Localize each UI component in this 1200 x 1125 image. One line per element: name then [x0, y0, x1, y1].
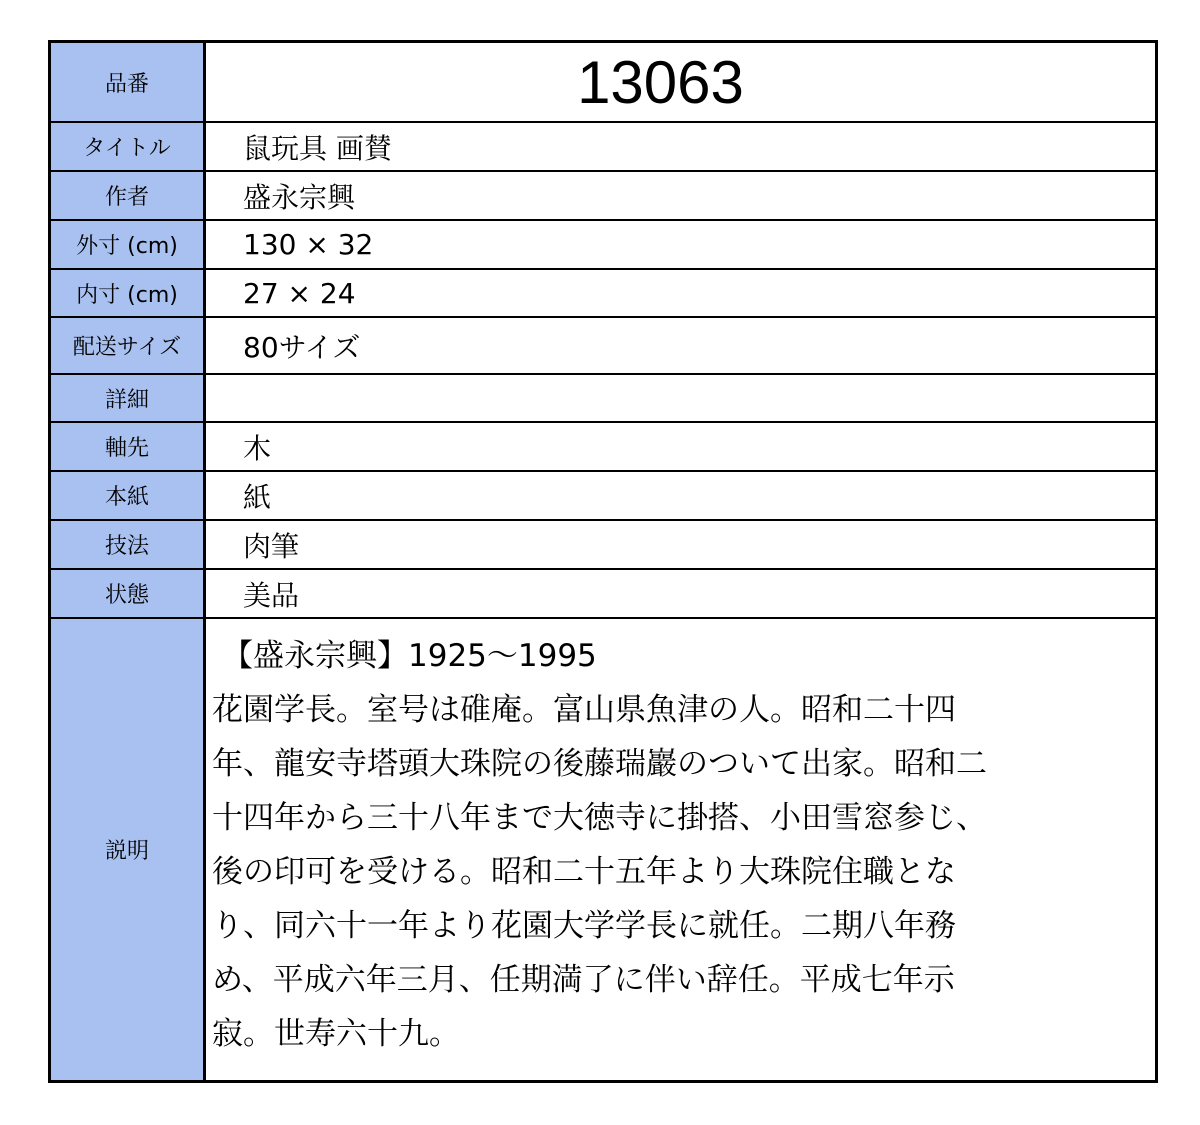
description-line: 後の印可を受ける。昭和二十五年より大珠院住職とな — [212, 854, 956, 890]
outer-size-value: 130 × 32 — [206, 221, 1155, 270]
title-value: 鼠玩具 画賛 — [206, 123, 1155, 172]
item-number-value: 13063 — [206, 43, 1155, 123]
author-label: 作者 — [51, 172, 206, 221]
roller-end-value: 木 — [206, 423, 1155, 472]
title-label: タイトル — [51, 123, 206, 172]
description-line: 十四年から三十八年まで大徳寺に掛搭、小田雪窓参じ、 — [212, 800, 987, 836]
paper-label: 本紙 — [51, 472, 206, 521]
condition-value: 美品 — [206, 570, 1155, 619]
description-line: 年、龍安寺塔頭大珠院の後藤瑞巖のついて出家。昭和二 — [212, 746, 987, 782]
author-value: 盛永宗興 — [206, 172, 1155, 221]
paper-value: 紙 — [206, 472, 1155, 521]
description-line: め、平成六年三月、任期満了に伴い辞任。平成七年示 — [212, 962, 955, 998]
details-value — [206, 375, 1155, 423]
description-body — [206, 619, 1155, 1080]
outer-size-label: 外寸 (cm) — [51, 221, 206, 270]
details-label: 詳細 — [51, 375, 206, 423]
condition-label: 状態 — [51, 570, 206, 619]
item-spec-table — [48, 40, 1158, 1083]
shipping-size-value: 80サイズ — [206, 318, 1155, 375]
description-heading: 【盛永宗興】1925〜1995 — [222, 638, 597, 674]
inner-size-value: 27 × 24 — [206, 270, 1155, 318]
technique-label: 技法 — [51, 521, 206, 570]
shipping-size-label: 配送サイズ — [51, 318, 206, 375]
description-label: 説明 — [51, 619, 206, 1080]
description-line: 花園学長。室号は碓庵。富山県魚津の人。昭和二十四 — [212, 692, 956, 728]
roller-end-label: 軸先 — [51, 423, 206, 472]
item-number-label: 品番 — [51, 43, 206, 123]
description-line: り、同六十一年より花園大学学長に就任。二期八年務 — [212, 908, 956, 944]
description-line: 寂。世寿六十九。 — [212, 1016, 460, 1052]
technique-value: 肉筆 — [206, 521, 1155, 570]
inner-size-label: 内寸 (cm) — [51, 270, 206, 318]
